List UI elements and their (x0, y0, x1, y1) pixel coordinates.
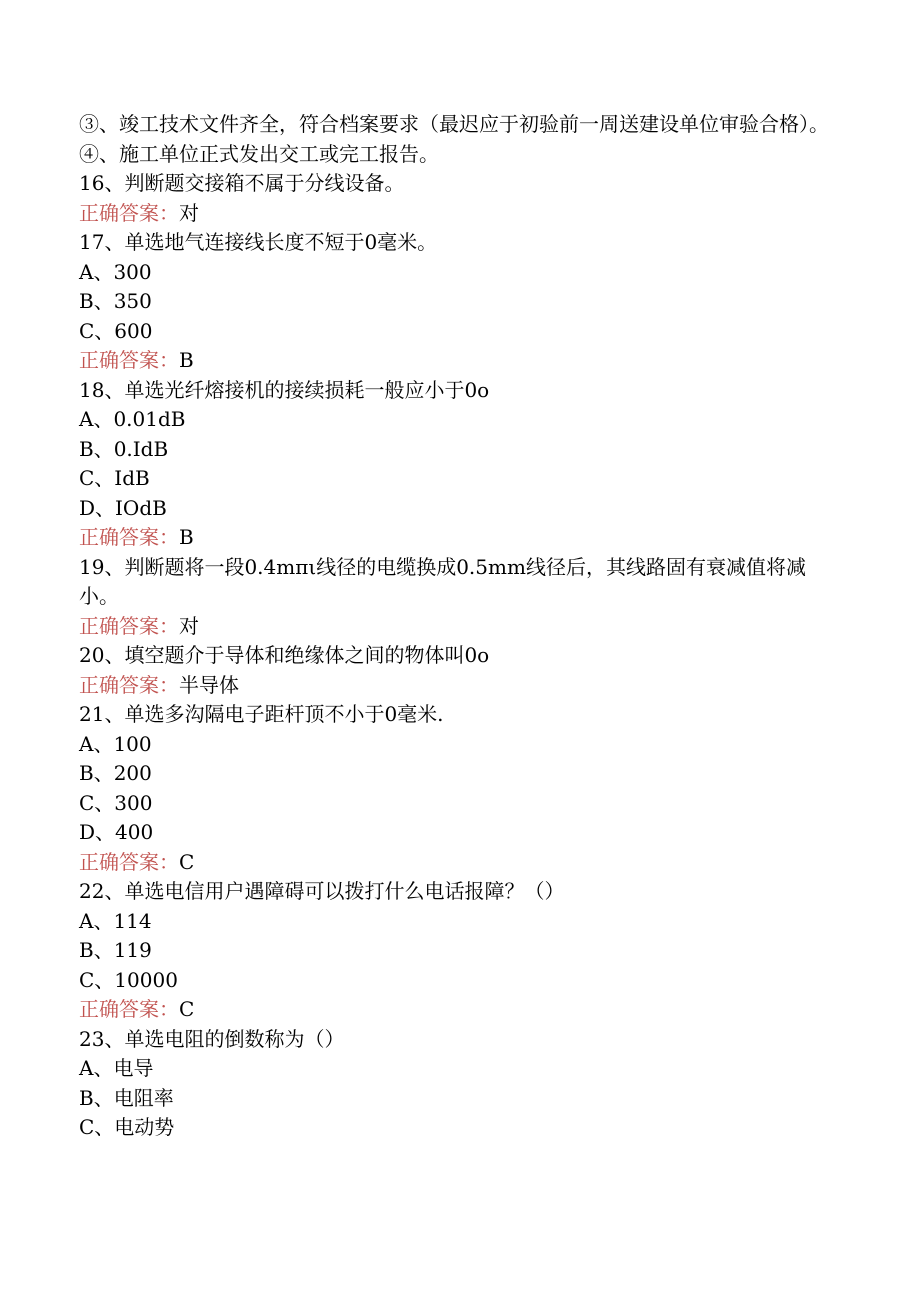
answer-label: 正确答案： (79, 613, 179, 638)
text-line: C、IdB (79, 466, 150, 490)
answer-line (79, 523, 839, 553)
document-page (79, 110, 839, 1143)
text-line: C、电动势 (79, 1115, 175, 1139)
answer-value: 对 (179, 200, 199, 225)
text-line: B、200 (79, 761, 152, 785)
answer-value: C (179, 849, 195, 874)
text-line: 17、单选地气连接线长度不短于0毫米。 (79, 230, 438, 254)
text-line: 20、填空题介于导体和绝缘体之间的物体叫0o (79, 643, 490, 667)
answer-value: C (179, 997, 195, 1021)
text-line: A、114 (79, 908, 152, 933)
answer-label: 正确答案： (79, 200, 179, 225)
text-line: 18、单选光纤熔接机的接续损耗一般应小于0o (79, 377, 490, 402)
text-line: 19、判断题将一段0.4mπι线径的电缆换成0.5mm线径后，其线路固有衰减值将减小。 (79, 554, 806, 608)
text-line: 16、判断题交接箱不属于分线设备。 (79, 171, 405, 195)
answer-line (79, 671, 839, 701)
text-line: ④、施工单位正式发出交工或完工报告。 (79, 141, 439, 166)
answer-line (79, 612, 839, 642)
text-line: A、电导 (79, 1056, 154, 1080)
text-line: D、400 (79, 820, 154, 844)
answer-label: 正确答案： (79, 672, 179, 697)
answer-value: 对 (179, 613, 199, 638)
answer-value: B (179, 348, 194, 372)
text-line: 21、单选多沟隔电子距杆顶不小于0毫米. (79, 702, 444, 726)
text-line: A、100 (79, 731, 152, 756)
answer-value: 半导体 (179, 672, 239, 697)
answer-label: 正确答案： (79, 525, 179, 549)
text-line: ③、竣工技术文件齐全，符合档案要求（最迟应于初验前一周送建设单位审验合格）。 (79, 112, 829, 136)
answer-label: 正确答案： (79, 849, 179, 874)
answer-line (79, 995, 839, 1025)
text-line: B、电阻率 (79, 1085, 174, 1110)
text-line: 23、单选电阻的倒数称为（） (79, 1026, 345, 1051)
text-line: A、300 (79, 259, 152, 284)
answer-label: 正确答案： (79, 997, 179, 1021)
text-line: C、300 (79, 790, 153, 815)
answer-value: B (179, 525, 194, 549)
text-line: B、119 (79, 938, 152, 962)
answer-line (79, 199, 839, 229)
text-line: D、IOdB (79, 495, 167, 520)
answer-line (79, 848, 839, 878)
answer-line (79, 346, 839, 376)
text-line: C、10000 (79, 967, 178, 992)
text-line: B、350 (79, 289, 152, 313)
text-line: A、0.01dB (79, 407, 186, 431)
text-line: B、0.IdB (79, 436, 169, 461)
text-line: C、600 (79, 318, 153, 343)
text-line: 22、单选电信用户遇障碍可以拨打什么电话报障？（） (79, 879, 565, 903)
answer-label: 正确答案： (79, 348, 179, 372)
